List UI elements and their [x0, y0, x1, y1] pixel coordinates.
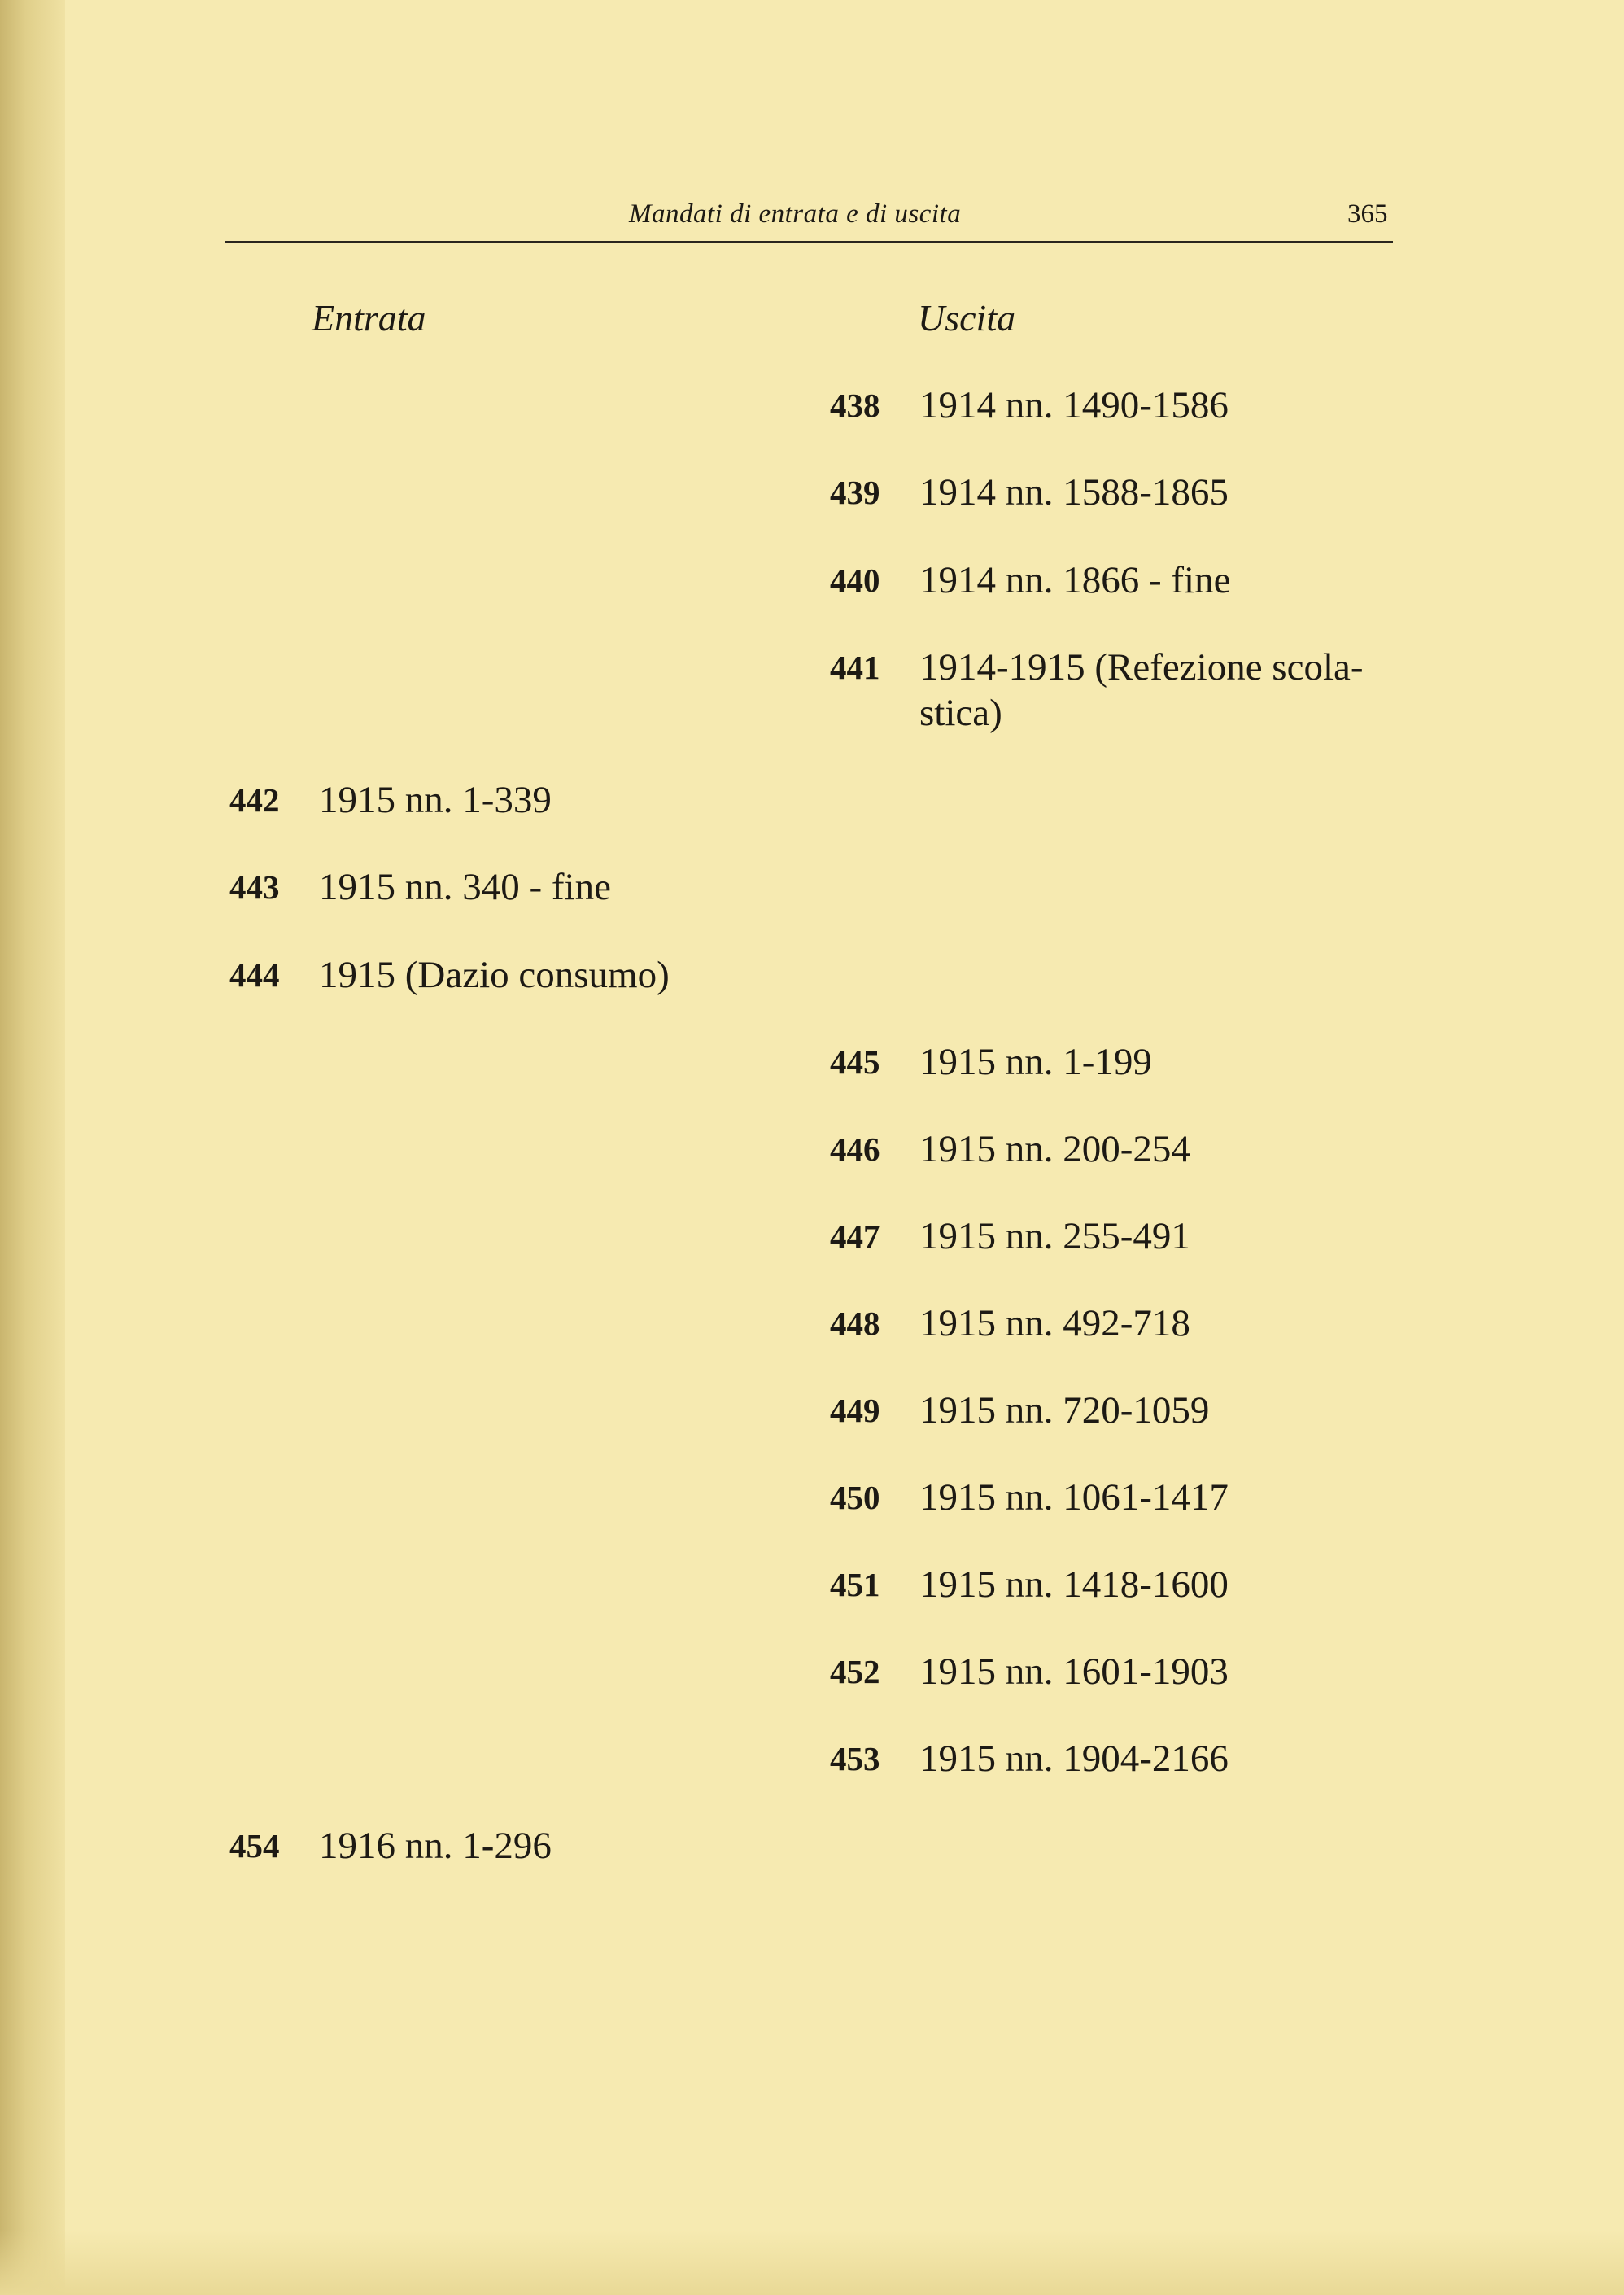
page-bottom-shadow: [0, 2230, 1624, 2295]
page-number: 365: [1347, 199, 1388, 229]
page-spine-shadow: [0, 0, 65, 2295]
entry-text: 1915 nn. 492-718: [919, 1302, 1190, 1344]
entry-number: 441: [830, 649, 880, 686]
entry-number: 454: [229, 1827, 280, 1864]
entry-number: 443: [229, 868, 280, 906]
entry-text: 1915 nn. 1-199: [919, 1041, 1152, 1083]
entrata-heading: Entrata: [312, 297, 426, 339]
entry-text: 1914 nn. 1588-1865: [919, 471, 1229, 514]
entry-text: 1914 nn. 1866 - fine: [919, 559, 1231, 601]
entry-text: 1914 nn. 1490-1586: [919, 384, 1229, 426]
entry-text: 1915 nn. 1418-1600: [919, 1563, 1229, 1606]
running-header-title: Mandati di entrata e di uscita: [629, 199, 962, 229]
entry-number: 444: [229, 956, 280, 994]
entry-number: 446: [830, 1130, 880, 1168]
entry-text: 1915 nn. 340 - fine: [319, 866, 611, 908]
entry-text: 1915 nn. 200-254: [919, 1128, 1190, 1170]
entry-text: 1915 (Dazio consumo): [319, 954, 670, 996]
header-rule: [225, 241, 1393, 243]
entry-number: 439: [830, 474, 880, 511]
entry-number: 448: [830, 1305, 880, 1342]
entry-text: 1915 nn. 255-491: [919, 1215, 1190, 1257]
entry-number: 452: [830, 1653, 880, 1690]
entry-number: 445: [830, 1043, 880, 1081]
entry-text: 1916 nn. 1-296: [319, 1825, 552, 1867]
entry-text: 1915 nn. 720-1059: [919, 1389, 1210, 1432]
entry-text: 1915 nn. 1061-1417: [919, 1476, 1229, 1519]
entry-number: 453: [830, 1740, 880, 1777]
entry-text-continuation: stica): [919, 692, 1002, 734]
entry-number: 451: [830, 1566, 880, 1603]
uscita-heading: Uscita: [918, 297, 1016, 339]
entry-text: 1915 nn. 1904-2166: [919, 1738, 1229, 1780]
entry-number: 450: [830, 1479, 880, 1516]
entry-number: 438: [830, 387, 880, 424]
entry-number: 449: [830, 1392, 880, 1429]
entry-number: 447: [830, 1217, 880, 1255]
entry-number: 442: [229, 781, 280, 819]
entry-number: 440: [830, 562, 880, 599]
entry-text: 1915 nn. 1601-1903: [919, 1650, 1229, 1693]
entry-text: 1915 nn. 1-339: [319, 779, 552, 821]
entry-text: 1914-1915 (Refezione scola-: [919, 646, 1364, 688]
